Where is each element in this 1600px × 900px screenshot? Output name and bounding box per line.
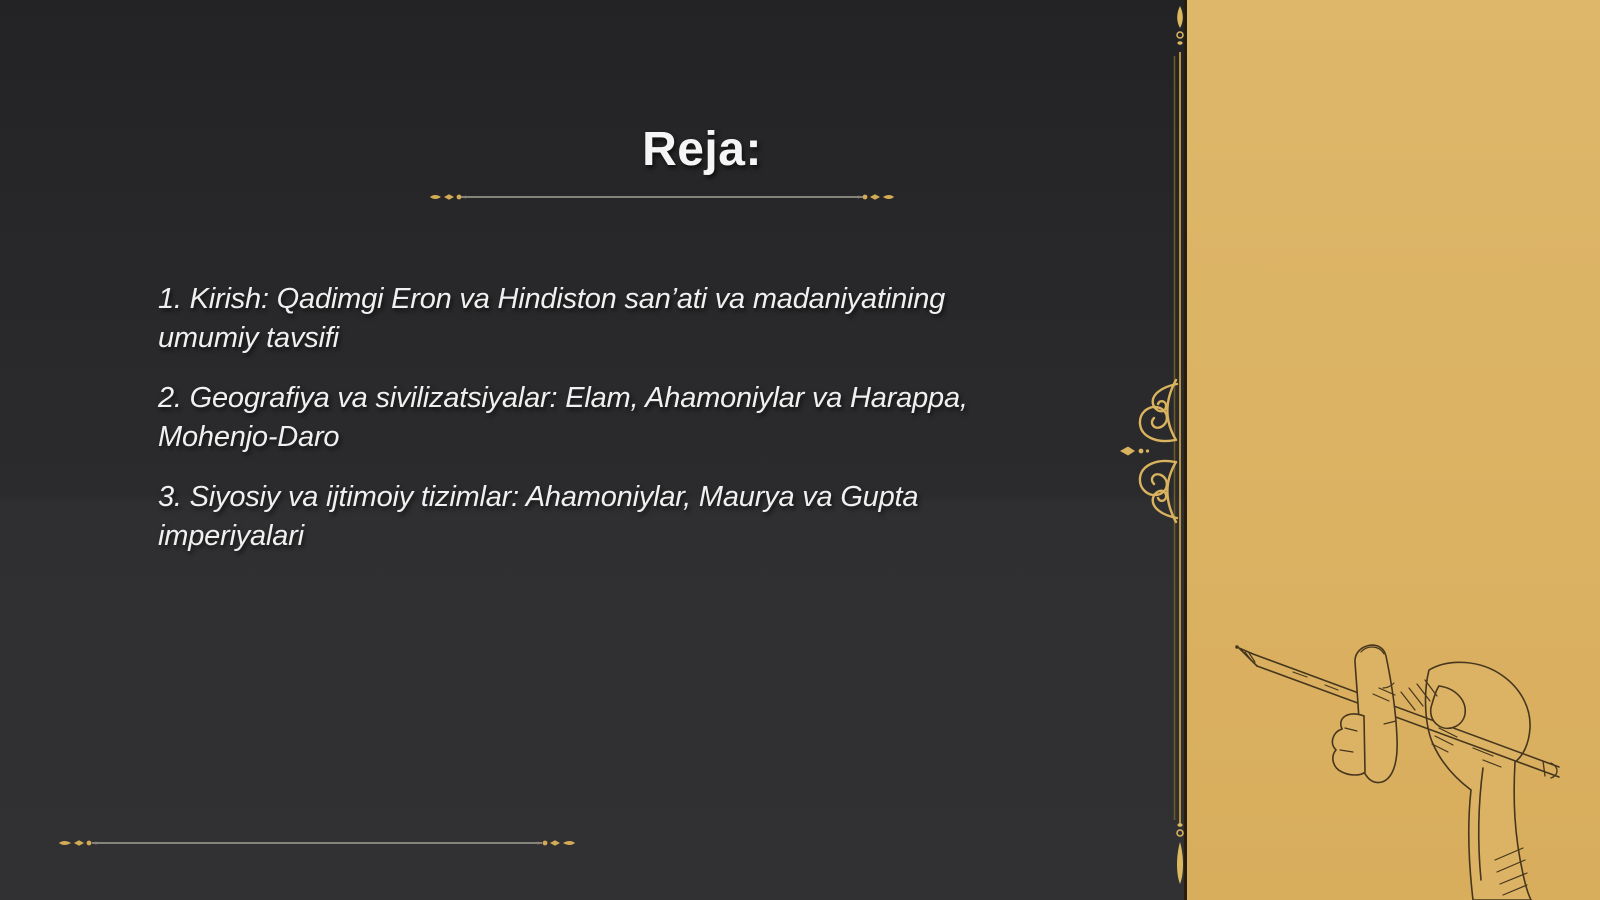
side-panel	[1184, 0, 1600, 900]
footer-divider-ornament-icon	[56, 836, 578, 850]
outline-item-3-line-1: 3. Siyosiy va ijtimoiy tizimlar: Ahamoniylar, Maurya va Gupta	[158, 481, 919, 513]
outline-item-3-line-2: imperiyalari	[158, 520, 304, 552]
scroll-flourish-icon	[1118, 378, 1182, 524]
outline-item-1-line-2: umumiy tavsifi	[158, 322, 339, 354]
hand-pen-illustration	[1233, 628, 1600, 900]
slide-title: Reja:	[642, 123, 762, 176]
outline-item-2-line-1: 2. Geografiya va sivilizatsiyalar: Elam, Ahamoniylar va Harappa,	[158, 382, 968, 414]
slide-outline-list	[158, 280, 1098, 577]
outline-item-2-line-2: Mohenjo-Daro	[158, 421, 340, 453]
outline-item-1-line-1: 1. Kirish: Qadimgi Eron va Hindiston san’ati va madaniyatining	[158, 283, 946, 315]
outline-item-2	[158, 379, 1098, 457]
outline-item-1	[158, 280, 1098, 358]
outline-item-3	[158, 478, 1098, 556]
hand-holding-pen-icon	[1233, 628, 1600, 900]
title-divider-ornament-icon	[427, 190, 897, 204]
